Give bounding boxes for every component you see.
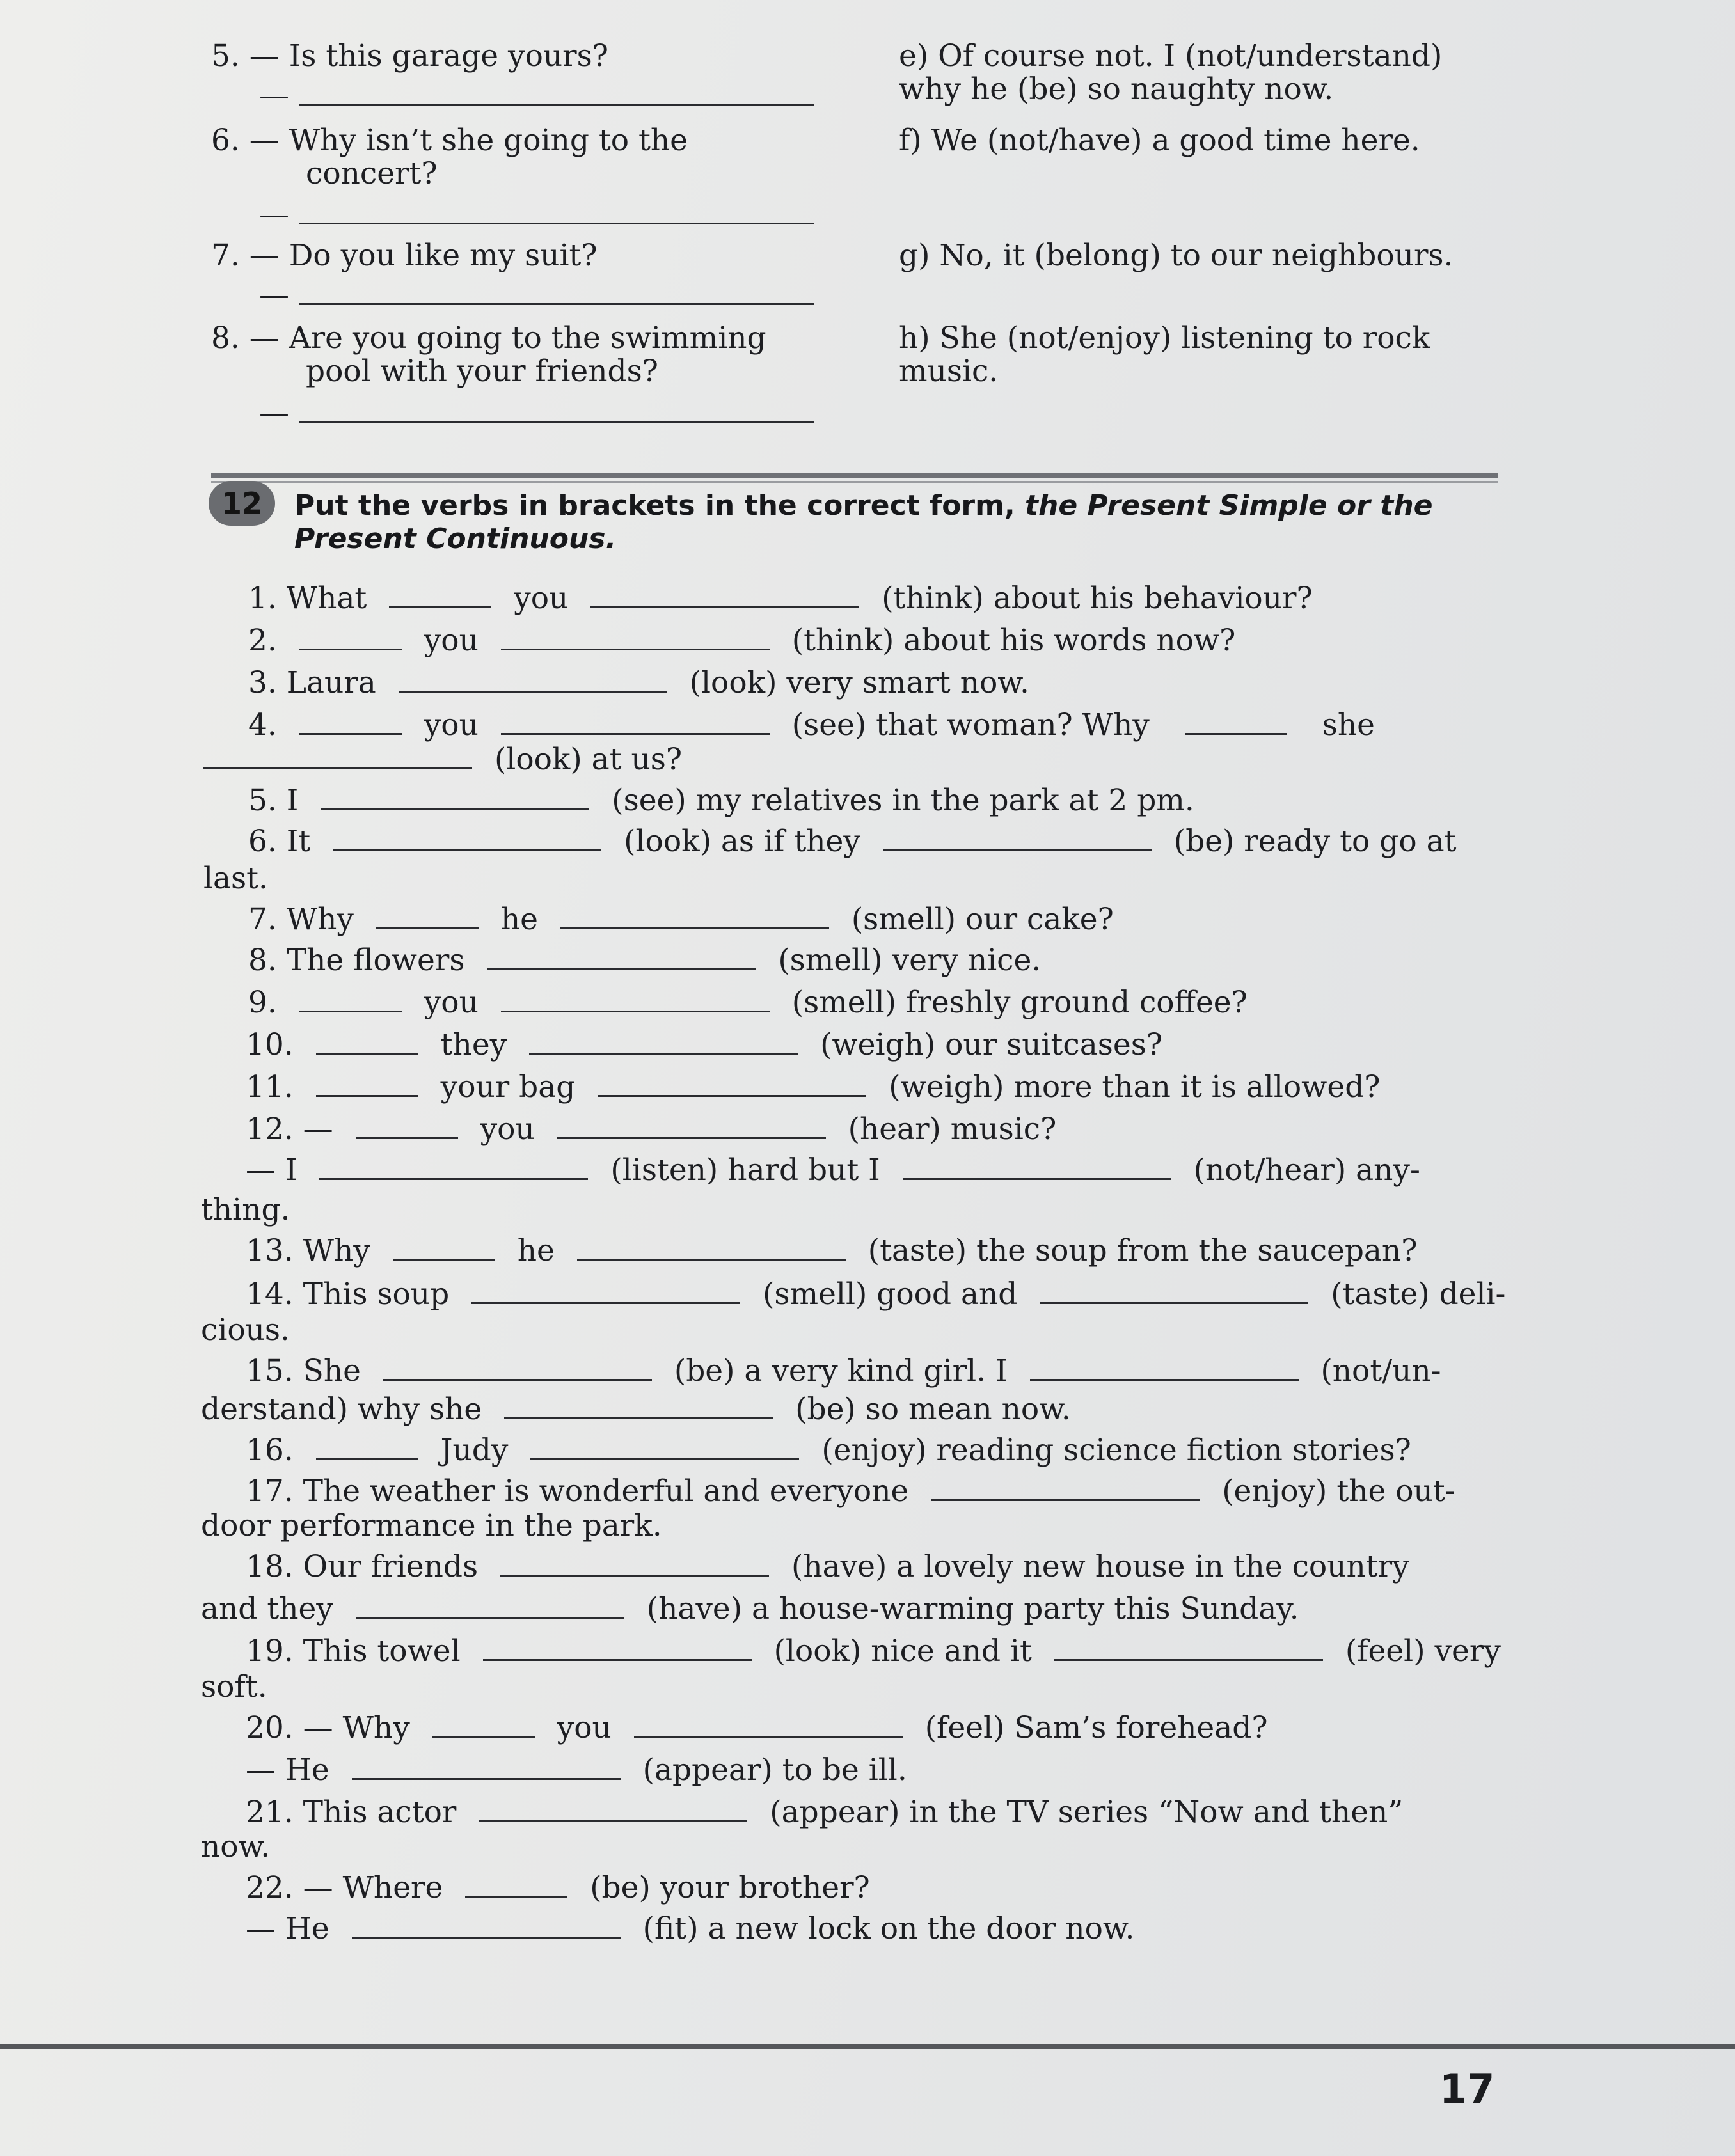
blank[interactable] xyxy=(356,1594,624,1619)
item-1: 1. What you (think) about his behaviour? xyxy=(248,581,1313,616)
blank[interactable] xyxy=(557,1114,826,1139)
item-2: 2. you (think) about his words now? xyxy=(248,623,1236,658)
blank[interactable] xyxy=(321,785,589,810)
match-item-7: 7. — Do you like my suit? xyxy=(211,238,598,273)
answer-line-5[interactable]: — xyxy=(259,79,814,113)
blank[interactable] xyxy=(333,826,601,851)
blank[interactable] xyxy=(352,1755,621,1780)
blank[interactable] xyxy=(319,1155,588,1180)
blank[interactable] xyxy=(1054,1636,1323,1661)
blank[interactable] xyxy=(883,826,1152,851)
exercise-number-badge: 12 xyxy=(209,481,275,526)
exercise-instruction: Put the verbs in brackets in the correct form, the Present Simple or the Present Continuous. xyxy=(294,489,1433,555)
blank[interactable] xyxy=(529,1030,798,1055)
workbook-page: 5. — Is this garage yours? — 6. — Why isn’t she going to the concert? — 7. — Do you like my suit? — 8. — Are you going to the swimming pool with your friends? — e) Of course not. I (not/understand) why he (be) so naughty now. f) We (not/have) a good time here. g) No, it (belong) to our neighbours. h) She (not/enjoy) listening to rock music. 12 Put the verbs in brackets in the correct form, the Present Simple or the Present Continuous. 1. What you (think) about his behaviour? 2. you (think) about his words now? 3. Laura (look) very smart now. 4. you (see) that woman? Why she (look) at us? 5. I (see) my relatives in the park at 2 pm. 6. It (look) as if they (be) ready to go at last. 7. Why he (smell) our cake? 8. The flowers (smell) very nice. 9. you (smell) freshly ground coffee? 10. they (weigh) our suitcases? 11. your bag (weigh) more than it is allowed? 12. — you (hear) music? — I (listen) hard but I (not/hear) any- thing. 13. Why he (taste) the soup from the saucepan? 14. This soup (smell) good and (taste) deli- cious. 15. She (be) a very kind girl. I (not/un- derstand) why she (be) so mean now. 16. Judy (enjoy) reading science fiction stories? 17. The weather is wonderful and everyone (enjoy) the out- door performance in the park. 18. Our friends (have) a lovely new house in the country and they (have) a house-warming party this Sunday. 19. This towel (look) nice and it (feel) very soft. 20. — Why you (feel) Sam’s forehead? — He (appear) to be ill. 21. This actor (appear) in the TV series “Now and then” now. 22. — Where (be) your brother? — He (fit) a new lock on the door now. 17 xyxy=(0,0,1735,2156)
blank[interactable] xyxy=(316,1435,418,1460)
blank[interactable] xyxy=(483,1636,752,1661)
item-6: 6. It (look) as if they (be) ready to go at xyxy=(248,824,1457,859)
item-8: 8. The flowers (smell) very nice. xyxy=(248,943,1042,978)
item-14: 14. This soup (smell) good and (taste) deli- xyxy=(246,1277,1506,1312)
option-g: g) No, it (belong) to our neighbours. xyxy=(899,238,1454,273)
item-20: 20. — Why you (feel) Sam’s forehead? xyxy=(246,1710,1268,1745)
item-21: 21. This actor (appear) in the TV series “Now and then” xyxy=(246,1795,1404,1830)
blank[interactable] xyxy=(530,1435,799,1460)
section-divider xyxy=(211,473,1498,478)
blank[interactable] xyxy=(399,668,667,693)
blank[interactable] xyxy=(590,583,859,608)
footer-rule xyxy=(0,2044,1735,2049)
match-item-8: 8. — Are you going to the swimming xyxy=(211,320,766,356)
item-19: 19. This towel (look) nice and it (feel) very xyxy=(246,1633,1501,1669)
blank[interactable] xyxy=(432,1713,535,1738)
blank[interactable] xyxy=(299,988,402,1012)
item-13: 13. Why he (taste) the soup from the saucepan? xyxy=(246,1233,1418,1268)
blank[interactable] xyxy=(299,626,402,650)
item-10: 10. they (weigh) our suitcases? xyxy=(246,1027,1163,1062)
blank[interactable] xyxy=(383,1356,652,1381)
blank[interactable] xyxy=(560,904,829,929)
section-divider-thin xyxy=(211,481,1498,483)
answer-line-8[interactable]: — xyxy=(259,397,814,430)
blank[interactable] xyxy=(487,945,756,970)
item-16: 16. Judy (enjoy) reading science fiction stories? xyxy=(246,1433,1411,1468)
blank[interactable] xyxy=(316,1030,418,1055)
page-number: 17 xyxy=(1439,2066,1495,2113)
blank[interactable] xyxy=(479,1797,747,1822)
blank[interactable] xyxy=(577,1236,846,1261)
item-11: 11. your bag (weigh) more than it is allowed? xyxy=(246,1069,1381,1105)
blank[interactable] xyxy=(931,1476,1200,1501)
blank[interactable] xyxy=(356,1114,458,1139)
blank[interactable] xyxy=(501,710,770,735)
item-12: 12. — you (hear) music? xyxy=(246,1112,1057,1147)
blank[interactable] xyxy=(1040,1279,1308,1304)
blank[interactable] xyxy=(1185,710,1287,735)
match-item-6: 6. — Why isn’t she going to the xyxy=(211,123,688,158)
answer-line-7[interactable]: — xyxy=(259,279,814,312)
blank[interactable] xyxy=(376,904,479,929)
blank[interactable] xyxy=(500,1552,769,1577)
option-e: e) Of course not. I (not/understand) xyxy=(899,38,1443,74)
match-item-5: 5. — Is this garage yours? xyxy=(211,38,608,74)
blank[interactable] xyxy=(299,710,402,735)
option-f: f) We (not/have) a good time here. xyxy=(899,123,1420,158)
blank[interactable] xyxy=(1030,1356,1299,1381)
blank[interactable] xyxy=(634,1713,903,1738)
blank[interactable] xyxy=(203,744,472,769)
item-7: 7. Why he (smell) our cake? xyxy=(248,902,1114,937)
item-5: 5. I (see) my relatives in the park at 2 pm. xyxy=(248,783,1194,818)
blank[interactable] xyxy=(389,583,491,608)
blank[interactable] xyxy=(903,1155,1171,1180)
item-18: 18. Our friends (have) a lovely new house in the country xyxy=(246,1549,1409,1584)
blank[interactable] xyxy=(393,1236,495,1261)
blank[interactable] xyxy=(501,626,770,650)
blank[interactable] xyxy=(471,1279,740,1304)
answer-line-6[interactable]: — xyxy=(259,198,814,232)
blank[interactable] xyxy=(316,1072,418,1097)
item-22: 22. — Where (be) your brother? xyxy=(246,1870,870,1905)
option-h: h) She (not/enjoy) listening to rock xyxy=(899,320,1430,356)
item-15: 15. She (be) a very kind girl. I (not/un- xyxy=(246,1353,1441,1389)
item-9: 9. you (smell) freshly ground coffee? xyxy=(248,985,1248,1020)
blank[interactable] xyxy=(501,988,770,1012)
blank[interactable] xyxy=(598,1072,866,1097)
blank[interactable] xyxy=(504,1394,773,1419)
blank[interactable] xyxy=(465,1873,567,1898)
item-17: 17. The weather is wonderful and everyone (enjoy) the out- xyxy=(246,1474,1455,1509)
item-3: 3. Laura (look) very smart now. xyxy=(248,665,1029,700)
blank[interactable] xyxy=(352,1914,621,1939)
item-4: 4. you (see) that woman? Why she xyxy=(248,707,1375,743)
